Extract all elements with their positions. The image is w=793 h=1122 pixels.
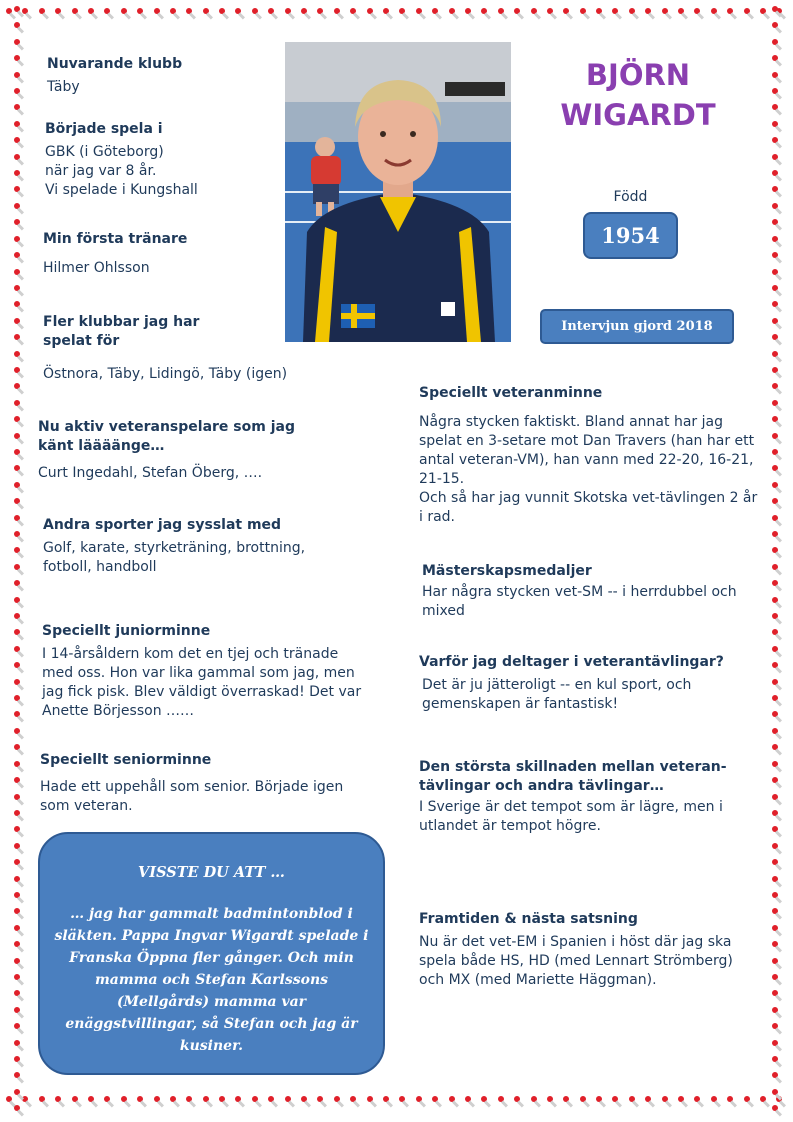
text: Har några stycken vet-SM -- i herrdubbel och mixed: [422, 584, 737, 619]
did-you-know-heading: VISSTE DU ATT …: [138, 864, 285, 881]
shuttlecock-icon: [547, 1096, 557, 1106]
photo-illustration: [285, 42, 511, 342]
shuttlecock-icon: [772, 121, 782, 131]
heading: Varför jag deltager i veterantävlingar?: [419, 654, 724, 670]
shuttlecock-icon: [416, 8, 426, 18]
section-current-club: [47, 55, 277, 97]
shuttlecock-icon: [772, 531, 782, 541]
shuttlecock-icon: [14, 1089, 24, 1099]
shuttlecock-icon: [14, 794, 24, 804]
section-other-clubs: [43, 313, 318, 384]
shuttlecock-icon: [772, 876, 782, 886]
shuttlecock-icon: [14, 55, 24, 65]
shuttlecock-icon: [383, 1096, 393, 1106]
shuttlecock-icon: [14, 974, 24, 984]
text: Och så har jag vunnit Skotska vet-tävlingen 2 år i rad.: [419, 490, 758, 525]
shuttlecock-icon: [14, 728, 24, 738]
shuttlecock-icon: [14, 186, 24, 196]
shuttlecock-icon: [772, 449, 782, 459]
section-junior-memory: [42, 622, 367, 721]
section-veteran-friends: [38, 418, 313, 483]
heading: Började spela i: [45, 121, 163, 137]
shuttlecock-icon: [88, 8, 98, 18]
shuttlecock-icon: [629, 1096, 639, 1106]
shuttlecock-icon: [14, 1105, 24, 1115]
shuttlecock-icon: [170, 1096, 180, 1106]
shuttlecock-icon: [432, 8, 442, 18]
born-year-badge: 1954: [583, 212, 678, 259]
section-veteran-memory: [419, 384, 764, 527]
shuttlecock-icon: [772, 1007, 782, 1017]
shuttlecock-icon: [772, 958, 782, 968]
shuttlecock-icon: [772, 1056, 782, 1066]
shuttlecock-icon: [39, 1096, 49, 1106]
shuttlecock-icon: [154, 8, 164, 18]
shuttlecock-icon: [744, 8, 754, 18]
shuttlecock-icon: [399, 8, 409, 18]
shuttlecock-icon: [367, 8, 377, 18]
shuttlecock-icon: [449, 1096, 459, 1106]
shuttlecock-icon: [14, 449, 24, 459]
shuttlecock-icon: [772, 88, 782, 98]
shuttlecock-icon: [629, 8, 639, 18]
shuttlecock-icon: [268, 8, 278, 18]
shuttlecock-icon: [531, 1096, 541, 1106]
shuttlecock-icon: [14, 1007, 24, 1017]
shuttlecock-icon: [772, 351, 782, 361]
shuttlecock-icon: [14, 121, 24, 131]
shuttlecock-icon: [772, 777, 782, 787]
shuttlecock-icon: [772, 482, 782, 492]
shuttlecock-icon: [137, 1096, 147, 1106]
shuttlecock-icon: [14, 876, 24, 886]
shuttlecock-icon: [772, 679, 782, 689]
shuttlecock-icon: [711, 1096, 721, 1106]
shuttlecock-icon: [14, 433, 24, 443]
shuttlecock-icon: [14, 482, 24, 492]
shuttlecock-icon: [39, 8, 49, 18]
shuttlecock-icon: [772, 662, 782, 672]
shuttlecock-icon: [219, 1096, 229, 1106]
shuttlecock-icon: [14, 597, 24, 607]
shuttlecock-icon: [14, 285, 24, 295]
text: Östnora, Täby, Lidingö, Täby (igen): [43, 366, 288, 382]
shuttlecock-icon: [14, 547, 24, 557]
shuttlecock-icon: [772, 990, 782, 1000]
shuttlecock-icon: [772, 794, 782, 804]
shuttlecock-icon: [645, 8, 655, 18]
text: Hade ett uppehåll som senior. Började igen som veteran.: [40, 779, 344, 814]
shuttlecock-icon: [772, 908, 782, 918]
heading: Den största skillnaden mellan veteran-tävlingar och andra tävlingar…: [419, 759, 727, 794]
shuttlecock-icon: [772, 761, 782, 771]
shuttlecock-icon: [772, 646, 782, 656]
border-right: [766, 0, 788, 1122]
shuttlecock-icon: [772, 547, 782, 557]
shuttlecock-icon: [772, 892, 782, 902]
shuttlecock-icon: [170, 8, 180, 18]
shuttlecock-icon: [772, 580, 782, 590]
shuttlecock-icon: [772, 252, 782, 262]
shuttlecock-icon: [14, 39, 24, 49]
shuttlecock-icon: [772, 154, 782, 164]
shuttlecock-icon: [772, 974, 782, 984]
shuttlecock-icon: [14, 679, 24, 689]
heading: Speciellt seniorminne: [40, 752, 212, 768]
shuttlecock-icon: [121, 8, 131, 18]
shuttlecock-icon: [662, 1096, 672, 1106]
shuttlecock-icon: [72, 1096, 82, 1106]
shuttlecock-icon: [203, 8, 213, 18]
shuttlecock-icon: [14, 662, 24, 672]
shuttlecock-icon: [563, 8, 573, 18]
section-first-coach: [43, 230, 273, 278]
shuttlecock-icon: [14, 269, 24, 279]
shuttlecock-icon: [678, 8, 688, 18]
shuttlecock-icon: [14, 515, 24, 525]
shuttlecock-icon: [88, 1096, 98, 1106]
last-name: WIGARDT: [560, 98, 716, 132]
text: Curt Ingedahl, Stefan Öberg, ….: [38, 465, 263, 481]
shuttlecock-icon: [14, 170, 24, 180]
shuttlecock-icon: [772, 1023, 782, 1033]
shuttlecock-icon: [14, 1040, 24, 1050]
text: Några stycken faktiskt. Bland annat har jag spelat en 3-setare mot Dan Travers (han har ett antal veteran-VM), han vann med 22-20, 16-21, 21-15.: [419, 414, 755, 487]
shuttlecock-icon: [772, 826, 782, 836]
shuttlecock-icon: [14, 1072, 24, 1082]
shuttlecock-icon: [449, 8, 459, 18]
shuttlecock-icon: [772, 219, 782, 229]
shuttlecock-icon: [772, 629, 782, 639]
shuttlecock-icon: [465, 1096, 475, 1106]
shuttlecock-icon: [612, 8, 622, 18]
shuttlecock-icon: [14, 941, 24, 951]
shuttlecock-icon: [772, 613, 782, 623]
shuttlecock-icon: [55, 8, 65, 18]
text: Golf, karate, styrketräning, brottning, fotboll, handboll: [43, 540, 306, 575]
shuttlecock-icon: [772, 400, 782, 410]
text: när jag var 8 år.: [45, 163, 157, 179]
shuttlecock-icon: [772, 137, 782, 147]
shuttlecock-icon: [14, 646, 24, 656]
shuttlecock-icon: [772, 334, 782, 344]
shuttlecock-icon: [772, 170, 782, 180]
section-championship-medals: [422, 562, 752, 621]
shuttlecock-icon: [416, 1096, 426, 1106]
shuttlecock-icon: [14, 744, 24, 754]
shuttlecock-icon: [465, 8, 475, 18]
shuttlecock-icon: [14, 383, 24, 393]
shuttlecock-icon: [694, 8, 704, 18]
heading: Nu aktiv veteranspelare som jag känt läääänge…: [38, 419, 295, 454]
shuttlecock-icon: [772, 843, 782, 853]
shuttlecock-icon: [72, 8, 82, 18]
shuttlecock-icon: [14, 777, 24, 787]
border-left: [8, 0, 30, 1122]
shuttlecock-icon: [772, 72, 782, 82]
shuttlecock-icon: [137, 8, 147, 18]
shuttlecock-icon: [772, 728, 782, 738]
shuttlecock-icon: [14, 695, 24, 705]
shuttlecock-icon: [772, 104, 782, 114]
shuttlecock-icon: [14, 843, 24, 853]
shuttlecock-icon: [772, 186, 782, 196]
shuttlecock-icon: [317, 8, 327, 18]
shuttlecock-icon: [563, 1096, 573, 1106]
shuttlecock-icon: [645, 1096, 655, 1106]
text: GBK (i Göteborg): [45, 144, 164, 160]
shuttlecock-icon: [662, 8, 672, 18]
shuttlecock-icon: [301, 1096, 311, 1106]
first-name: BJÖRN: [585, 58, 691, 92]
shuttlecock-icon: [772, 55, 782, 65]
shuttlecock-icon: [14, 416, 24, 426]
shuttlecock-icon: [14, 892, 24, 902]
shuttlecock-icon: [678, 1096, 688, 1106]
shuttlecock-icon: [14, 318, 24, 328]
shuttlecock-icon: [772, 22, 782, 32]
shuttlecock-icon: [772, 416, 782, 426]
shuttlecock-icon: [547, 8, 557, 18]
shuttlecock-icon: [252, 8, 262, 18]
shuttlecock-icon: [612, 1096, 622, 1106]
shuttlecock-icon: [772, 810, 782, 820]
shuttlecock-icon: [14, 203, 24, 213]
shuttlecock-icon: [301, 8, 311, 18]
shuttlecock-icon: [694, 1096, 704, 1106]
section-senior-memory: [40, 751, 365, 816]
heading: Speciellt veteranminne: [419, 385, 603, 401]
text: Hilmer Ohlsson: [43, 260, 150, 276]
shuttlecock-icon: [14, 908, 24, 918]
shuttlecock-icon: [596, 8, 606, 18]
shuttlecock-icon: [14, 154, 24, 164]
shuttlecock-icon: [432, 1096, 442, 1106]
shuttlecock-icon: [727, 1096, 737, 1106]
shuttlecock-icon: [55, 1096, 65, 1106]
shuttlecock-icon: [383, 8, 393, 18]
did-you-know-body: … jag har gammalt badmintonblod i släkten. Pappa Ingvar Wigardt spelade i Franska Öppna fler gånger. Och min mamma och Stefan Karlssons (Mellgårds) mamma var enäggstvillingar, så Stefan och jag är kusiner.: [54, 906, 369, 1054]
shuttlecock-icon: [580, 1096, 590, 1106]
shuttlecock-icon: [14, 826, 24, 836]
heading: Andra sporter jag sysslat med: [43, 517, 282, 533]
shuttlecock-icon: [14, 711, 24, 721]
shuttlecock-icon: [186, 1096, 196, 1106]
shuttlecock-icon: [14, 88, 24, 98]
heading: Min första tränare: [43, 231, 188, 247]
border-top: [0, 8, 793, 30]
shuttlecock-icon: [14, 990, 24, 1000]
text: Vi spelade i Kungshall: [45, 182, 198, 198]
shuttlecock-icon: [772, 498, 782, 508]
shuttlecock-icon: [285, 1096, 295, 1106]
shuttlecock-icon: [235, 8, 245, 18]
shuttlecock-icon: [203, 1096, 213, 1106]
shuttlecock-icon: [334, 1096, 344, 1106]
shuttlecock-icon: [121, 1096, 131, 1106]
shuttlecock-icon: [285, 8, 295, 18]
shuttlecock-icon: [268, 1096, 278, 1106]
shuttlecock-icon: [772, 1040, 782, 1050]
shuttlecock-icon: [14, 564, 24, 574]
shuttlecock-icon: [772, 597, 782, 607]
shuttlecock-icon: [219, 8, 229, 18]
shuttlecock-icon: [14, 498, 24, 508]
shuttlecock-icon: [727, 8, 737, 18]
shuttlecock-icon: [531, 8, 541, 18]
shuttlecock-icon: [481, 8, 491, 18]
shuttlecock-icon: [772, 383, 782, 393]
shuttlecock-icon: [14, 367, 24, 377]
shuttlecock-icon: [14, 236, 24, 246]
shuttlecock-icon: [367, 1096, 377, 1106]
section-biggest-difference: [419, 758, 749, 836]
shuttlecock-icon: [772, 711, 782, 721]
shuttlecock-icon: [14, 301, 24, 311]
shuttlecock-icon: [772, 925, 782, 935]
section-other-sports: [43, 516, 343, 577]
shuttlecock-icon: [14, 1056, 24, 1066]
shuttlecock-icon: [772, 941, 782, 951]
shuttlecock-icon: [14, 465, 24, 475]
shuttlecock-icon: [14, 72, 24, 82]
shuttlecock-icon: [350, 1096, 360, 1106]
shuttlecock-icon: [14, 761, 24, 771]
player-name: [548, 55, 728, 135]
shuttlecock-icon: [14, 22, 24, 32]
shuttlecock-icon: [334, 8, 344, 18]
shuttlecock-icon: [772, 1089, 782, 1099]
shuttlecock-icon: [14, 400, 24, 410]
heading: Mästerskapsmedaljer: [422, 563, 592, 579]
shuttlecock-icon: [104, 1096, 114, 1106]
shuttlecock-icon: [596, 1096, 606, 1106]
shuttlecock-icon: [711, 8, 721, 18]
shuttlecock-icon: [252, 1096, 262, 1106]
shuttlecock-icon: [399, 1096, 409, 1106]
shuttlecock-icon: [14, 531, 24, 541]
text: Täby: [47, 79, 80, 95]
shuttlecock-icon: [14, 580, 24, 590]
text: Nu är det vet-EM i Spanien i höst där jag ska spela både HS, HD (med Lennart Strömberg) och MX (med Mariette Häggman).: [419, 934, 733, 988]
shuttlecock-icon: [104, 8, 114, 18]
shuttlecock-icon: [14, 629, 24, 639]
shuttlecock-icon: [14, 925, 24, 935]
shuttlecock-icon: [498, 1096, 508, 1106]
shuttlecock-icon: [772, 859, 782, 869]
shuttlecock-icon: [772, 695, 782, 705]
player-photo: [285, 42, 511, 342]
border-bottom: [0, 1096, 793, 1118]
text: I Sverige är det tempot som är lägre, men i utlandet är tempot högre.: [419, 799, 723, 834]
shuttlecock-icon: [772, 203, 782, 213]
shuttlecock-icon: [154, 1096, 164, 1106]
heading: Speciellt juniorminne: [42, 623, 211, 639]
shuttlecock-icon: [772, 6, 782, 16]
shuttlecock-icon: [186, 8, 196, 18]
shuttlecock-icon: [772, 39, 782, 49]
born-label: Född: [613, 189, 648, 205]
shuttlecock-icon: [772, 744, 782, 754]
shuttlecock-icon: [772, 465, 782, 475]
heading: Fler klubbar jag har spelat för: [43, 314, 200, 349]
shuttlecock-icon: [514, 1096, 524, 1106]
shuttlecock-icon: [14, 104, 24, 114]
did-you-know-box: [38, 832, 385, 1075]
shuttlecock-icon: [772, 301, 782, 311]
shuttlecock-icon: [498, 8, 508, 18]
shuttlecock-icon: [772, 515, 782, 525]
shuttlecock-icon: [14, 1023, 24, 1033]
shuttlecock-icon: [14, 219, 24, 229]
shuttlecock-icon: [14, 252, 24, 262]
section-why-participate: [419, 653, 749, 714]
text: Det är ju jätteroligt -- en kul sport, och gemenskapen är fantastisk!: [422, 677, 692, 712]
shuttlecock-icon: [350, 8, 360, 18]
shuttlecock-icon: [772, 433, 782, 443]
shuttlecock-icon: [772, 1105, 782, 1115]
shuttlecock-icon: [14, 351, 24, 361]
shuttlecock-icon: [514, 8, 524, 18]
shuttlecock-icon: [481, 1096, 491, 1106]
shuttlecock-icon: [772, 318, 782, 328]
shuttlecock-icon: [772, 564, 782, 574]
shuttlecock-icon: [14, 334, 24, 344]
shuttlecock-icon: [772, 1072, 782, 1082]
shuttlecock-icon: [580, 8, 590, 18]
heading: Framtiden & nästa satsning: [419, 911, 638, 927]
section-future: [419, 910, 744, 990]
interview-date-badge: Intervjun gjord 2018: [540, 309, 734, 344]
shuttlecock-icon: [14, 859, 24, 869]
shuttlecock-icon: [14, 6, 24, 16]
shuttlecock-icon: [317, 1096, 327, 1106]
shuttlecock-icon: [772, 285, 782, 295]
heading: Nuvarande klubb: [47, 56, 183, 72]
text: I 14-årsåldern kom det en tjej och tränade med oss. Hon var lika gammal som jag, men jag fick pisk. Blev väldigt överraskad! Det var Anette Börjesson ……: [42, 646, 362, 719]
shuttlecock-icon: [772, 236, 782, 246]
shuttlecock-icon: [14, 137, 24, 147]
shuttlecock-icon: [14, 958, 24, 968]
shuttlecock-icon: [235, 1096, 245, 1106]
shuttlecock-icon: [14, 613, 24, 623]
shuttlecock-icon: [14, 810, 24, 820]
section-started-playing: [45, 120, 275, 200]
shuttlecock-icon: [772, 367, 782, 377]
shuttlecock-icon: [772, 269, 782, 279]
shuttlecock-icon: [744, 1096, 754, 1106]
